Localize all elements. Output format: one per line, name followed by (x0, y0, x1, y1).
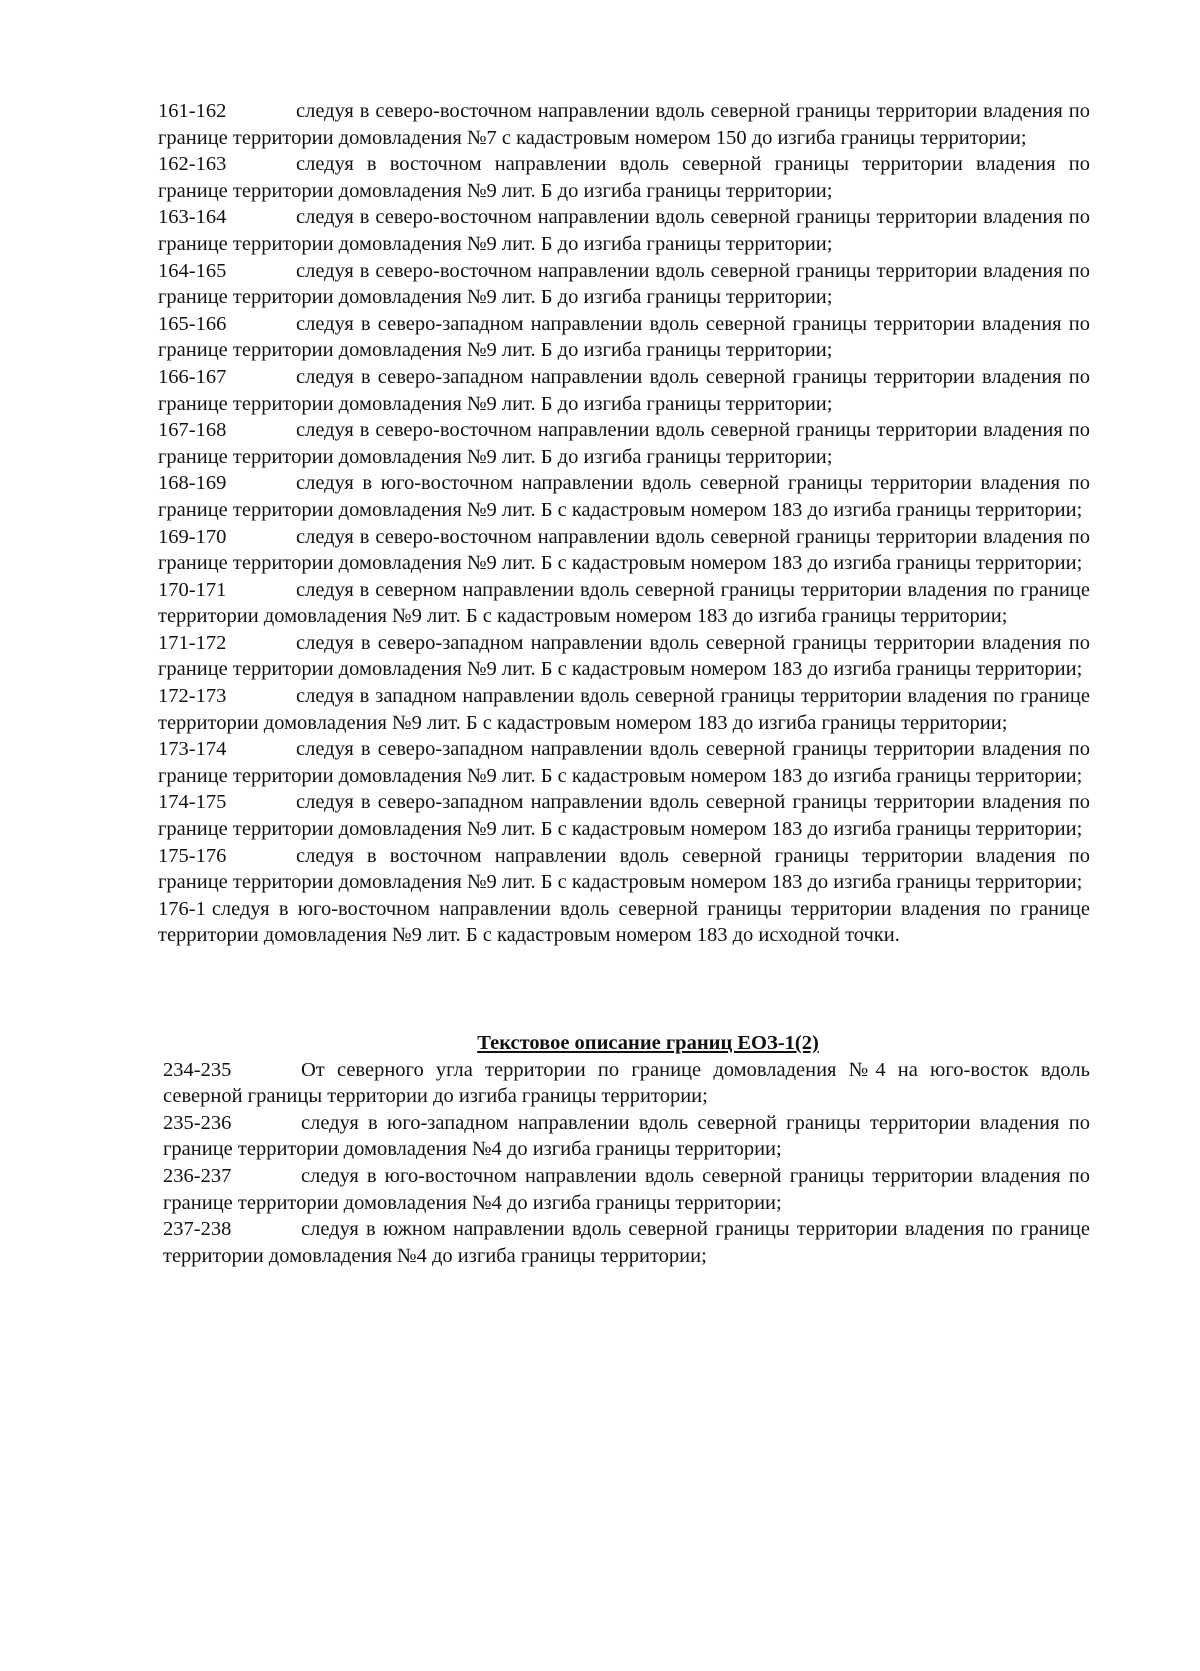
segment-number: 163-164 (158, 206, 227, 229)
boundary-entry (158, 151, 1090, 204)
boundary-entry (158, 1216, 1090, 1269)
boundary-entry (158, 364, 1090, 417)
segment-number: 172-173 (158, 685, 227, 708)
segment-number: 165-166 (158, 312, 227, 335)
segment-number: 162-163 (158, 153, 227, 176)
boundary-entry (158, 258, 1090, 311)
segment-description: следуя в восточном направлении вдоль северной границы территории владения по границе территории домовладения №9 лит. Б с кадастровым номером 183 до изгиба границы территории; (158, 844, 1090, 894)
segment-number: 173-174 (158, 738, 227, 761)
segment-number: 166-167 (158, 365, 227, 388)
document-page (158, 98, 1090, 1269)
segment-description: следуя в северо-восточном направлении вдоль северной границы территории владения по границе территории домовладения №9 лит. Б до изгиба границы территории; (158, 259, 1090, 309)
boundary-entry (158, 736, 1090, 789)
segment-description: следуя в восточном направлении вдоль северной границы территории владения по границе территории домовладения №9 лит. Б до изгиба границы территории; (158, 153, 1090, 202)
boundary-list-1 (158, 98, 1090, 949)
segment-description: следуя в юго-восточном направлении вдоль северной границы территории владения по границе территории домовладения №4 до изгиба границы территории; (163, 1164, 1090, 1214)
segment-description: следуя в южном направлении вдоль северной границы территории владения по границе территории домовладения №4 до изгиба границы территории; (163, 1218, 1090, 1267)
segment-description: следуя в северо-восточном направлении вдоль северной границы территории владения по границе территории домовладения №9 лит. Б до изгиба границы территории; (158, 206, 1090, 255)
segment-description: следуя в северном направлении вдоль северной границы территории владения по границе территории домовладения №9 лит. Б с кадастровым номером 183 до изгиба границы территории; (158, 578, 1090, 628)
segment-number: 176-1 (158, 897, 206, 920)
segment-number: 236-237 (163, 1164, 232, 1187)
section-spacer (158, 949, 1090, 1030)
segment-number: 169-170 (158, 525, 227, 548)
boundary-entry (158, 577, 1090, 630)
segment-description: От северного угла территории по границе домовладения №4 на юго-восток вдоль северной границы территории до изгиба границы территории; (163, 1058, 1090, 1108)
boundary-entry (158, 789, 1090, 842)
segment-number: 161-162 (158, 100, 227, 122)
segment-description: следуя в северо-западном направлении вдоль северной границы территории владения по границе территории домовладения №9 лит. Б с кадастровым номером 183 до изгиба границы территории; (158, 631, 1090, 681)
boundary-entry (158, 843, 1090, 896)
boundary-entry (158, 470, 1090, 523)
section-heading: Текстовое описание границ ЕОЗ-1(2) (477, 1032, 819, 1054)
boundary-entry (158, 630, 1090, 683)
boundary-list-2 (158, 1030, 1090, 1269)
segment-description: следуя в северо-западном направлении вдоль северной границы территории владения по границе территории домовладения №9 лит. Б с кадастровым номером 183 до изгиба границы территории; (158, 738, 1090, 787)
segment-description: следуя в северо-восточном направлении вдоль северной границы территории владения по границе территории домовладения №9 лит. Б до изгиба границы территории; (158, 419, 1090, 468)
segment-number: 167-168 (158, 419, 227, 442)
segment-number: 237-238 (163, 1218, 232, 1241)
boundary-entry (158, 98, 1090, 151)
segment-description: следуя в юго-западном направлении вдоль северной границы территории владения по границе территории домовладения №4 до изгиба границы территории; (163, 1111, 1090, 1161)
segment-number: 164-165 (158, 259, 227, 282)
segment-description: следуя в северо-восточном направлении вдоль северной границы территории владения по границе территории домовладения №9 лит. Б с кадастровым номером 183 до изгиба границы территории; (158, 525, 1090, 575)
boundary-entry (158, 1057, 1090, 1110)
segment-number: 168-169 (158, 472, 227, 495)
segment-number: 174-175 (158, 791, 227, 814)
segment-number: 235-236 (163, 1111, 232, 1134)
boundary-entry (158, 1163, 1090, 1216)
boundary-entry (158, 896, 1090, 949)
segment-number: 171-172 (158, 631, 227, 654)
segment-number: 234-235 (163, 1058, 232, 1081)
boundary-entry (158, 524, 1090, 577)
boundary-entry (158, 683, 1090, 736)
segment-description: следуя в западном направлении вдоль северной границы территории владения по границе территории домовладения №9 лит. Б с кадастровым номером 183 до изгиба границы территории; (158, 685, 1090, 734)
boundary-entry (158, 417, 1090, 470)
segment-description: следуя в северо-западном направлении вдоль северной границы территории владения по границе территории домовладения №9 лит. Б до изгиба границы территории; (158, 365, 1090, 415)
boundary-entry (158, 204, 1090, 257)
segment-number: 175-176 (158, 844, 227, 867)
boundary-entry (158, 311, 1090, 364)
segment-description: следуя в северо-восточном направлении вдоль северной границы территории владения по границе территории домовладения №7 с кадастровым номером 150 до изгиба границы территории; (158, 100, 1090, 149)
segment-description: следуя в юго-восточном направлении вдоль северной границы территории владения по границе территории домовладения №9 лит. Б с кадастровым номером 183 до исходной точки. (158, 897, 1090, 947)
segment-description: следуя в северо-западном направлении вдоль северной границы территории владения по границе территории домовладения №9 лит. Б до изгиба границы территории; (158, 312, 1090, 362)
segment-number: 170-171 (158, 578, 227, 601)
boundary-entry (158, 1110, 1090, 1163)
segment-description: следуя в юго-восточном направлении вдоль северной границы территории владения по границе территории домовладения №9 лит. Б с кадастровым номером 183 до изгиба границы территории; (158, 472, 1090, 521)
segment-description: следуя в северо-западном направлении вдоль северной границы территории владения по границе территории домовладения №9 лит. Б с кадастровым номером 183 до изгиба границы территории; (158, 791, 1090, 841)
